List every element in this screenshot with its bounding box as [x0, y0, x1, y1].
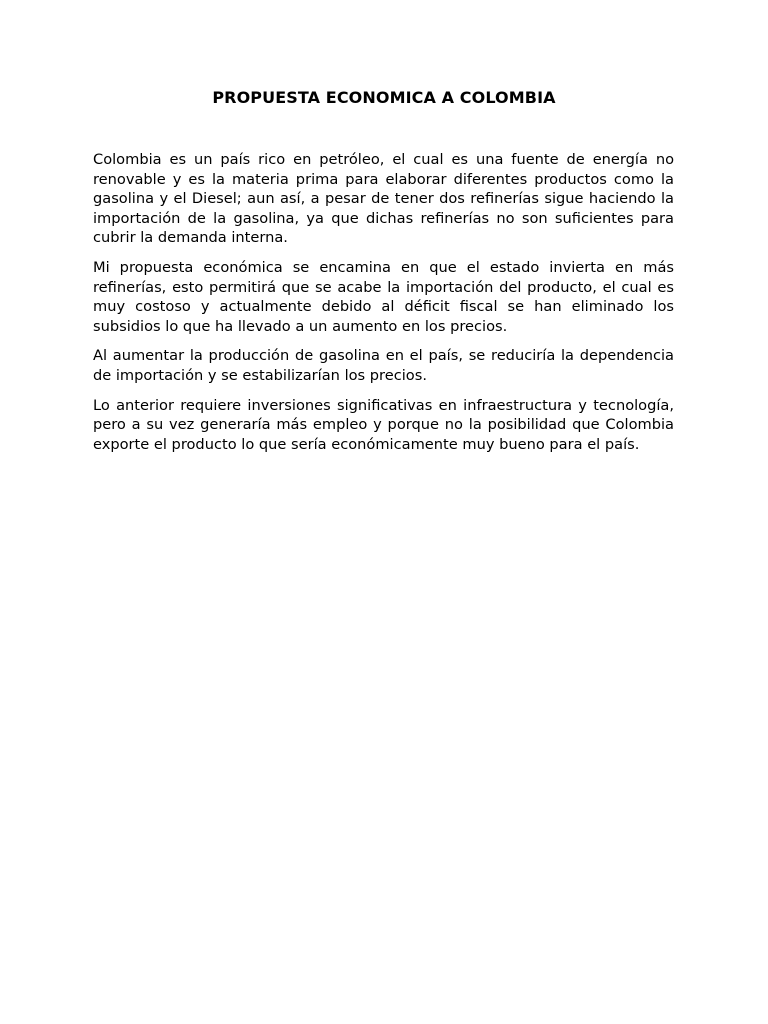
paragraph-benefits: Al aumentar la producción de gasolina en el país, se reduciría la dependencia de importación y se estabilizarían los precios.: [93, 347, 674, 384]
document-body: [93, 150, 674, 464]
document-title: PROPUESTA ECONOMICA A COLOMBIA: [212, 88, 556, 107]
paragraph-conclusion: Lo anterior requiere inversiones significativas en infraestructura y tecnología, pero a su vez generaría más empleo y porque no la posibilidad que Colombia exporte el producto lo que sería económicamente muy bueno para el país.: [93, 396, 674, 453]
paragraph-proposal: Mi propuesta económica se encamina en que el estado invierta en más refinerías, esto permitirá que se acabe la importación del producto, el cual es muy costoso y actualmente debido al déficit fiscal se han eliminado los subsidios lo que ha llevado a un aumento en los precios.: [93, 258, 674, 335]
paragraph-intro: Colombia es un país rico en petróleo, el cual es una fuente de energía no renovable y es la materia prima para elaborar diferentes productos como la gasolina y el Diesel; aun así, a pesar de tener dos refinerías sigue haciendo la importación de la gasolina, ya que dichas refinerías no son suficientes para cubrir la demanda interna.: [93, 151, 674, 247]
